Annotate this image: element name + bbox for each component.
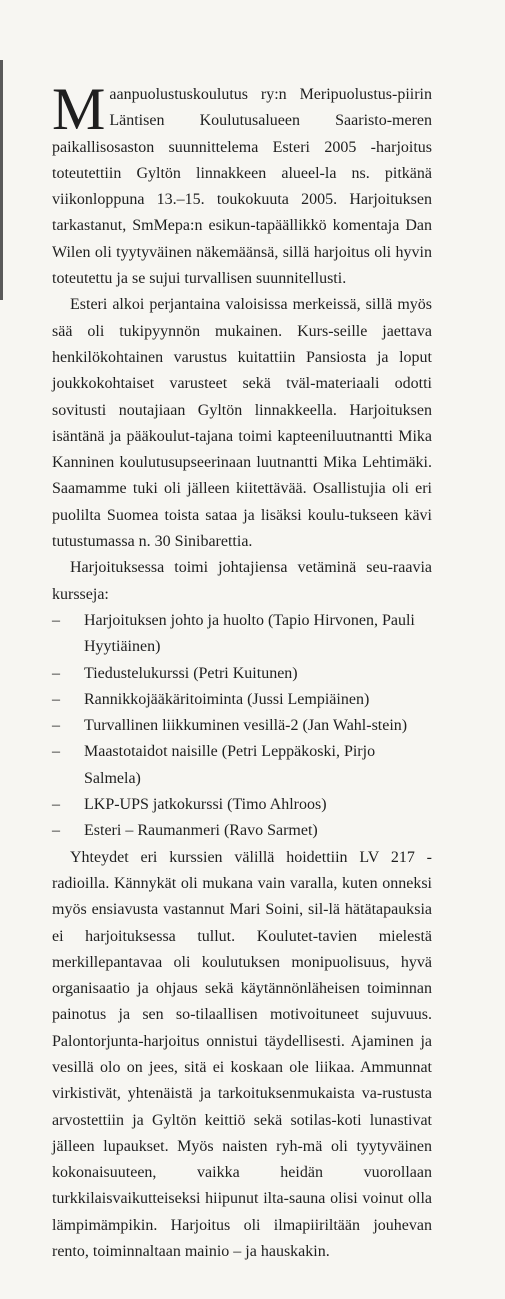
course-text: LKP-UPS jatkokurssi (Timo Ahlroos) — [84, 796, 327, 814]
dash-bullet: – — [52, 717, 60, 735]
course-text: Turvallinen liikkuminen vesillä-2 (Jan Wahl-stein) — [84, 717, 408, 735]
dash-bullet: – — [52, 664, 60, 682]
article-column — [52, 76, 432, 1265]
course-text: Maastotaidot naisille (Petri Leppäkoski, Pirjo Salmela) — [84, 743, 376, 787]
list-item — [52, 608, 432, 661]
course-text: Esteri – Raumanmeri (Ravo Sarmet) — [84, 822, 318, 840]
list-item — [52, 739, 432, 792]
paragraph-intro — [52, 76, 432, 292]
list-item — [52, 687, 432, 713]
dash-bullet: – — [52, 796, 60, 814]
dash-bullet: – — [52, 743, 60, 761]
paragraph-start: Esteri alkoi perjantaina valoisissa merkeissä, sillä myös sää oli tukipyynnön mukainen. Kurs-seille jaettava henkilökohtainen varustus kuitattiin Pansiosta ja loput joukkokohtaiset varusteet sekä tväl-materiaali odotti sovitusti noutajiaan Gyltön linnakkeella. Harjoituksen isäntänä ja pääkoulut-tajana toimi kapteeniluutnantti Mika Kanninen koulutusupseerinaan luutnantti Mika Lehtimäki. Saamamme tuki oli jälleen kiitettävää. Osallistujia oli eri puolilta Suomea toista sataa ja lisäksi koulu-tukseen kävi tutustumassa n. 30 Sinibarettia. — [52, 296, 432, 551]
paragraph-summary: Yhteydet eri kurssien välillä hoidettiin LV 217 -radioilla. Kännykät oli mukana vain varalla, kuten onneksi myös ensiavusta vastannut Mari Soini, sil-lä hätätapauksia ei harjoituksessa tullut. Koulutet-tavien mielestä merkillepantavaa oli koulutuksen monipuolisuus, hyvä organisaatio ja ohjaus sekä käytännönläheisen toiminnan painotus ja sen so-tilaallisen motivoituneet sujuvuus. Palontorjunta-harjoitus onnistui täydellisesti. Ajaminen ja vesillä olo on jees, sitä ei koskaan ole liikaa. Ammunnat virkistivät, yhtenäistä ja tarkoituksenmukaista va-rustusta arvostettiin ja Gyltön keittiö sekä sotilas-koti lunastivat jälleen lupaukset. Myös naisten ryh-mä oli tyytyväinen kokonaisuuteen, vaikka heidän vuorollaan turkkilaisvaikutteiseksi hiipunut ilta-sauna olisi voinut olla lämpimämpikin. Harjoitus oli ilmapiiriltään jouhevan rento, toiminnaltaan mainio – ja hauskakin. — [52, 848, 432, 1261]
paragraph-courses-intro: Harjoituksessa toimi johtajiensa vetäminä seu-raavia kursseja: — [52, 559, 432, 603]
list-item — [52, 661, 432, 687]
dash-bullet: – — [52, 822, 60, 840]
list-item — [52, 818, 432, 844]
course-text: Harjoituksen johto ja huolto (Tapio Hirvonen, Pauli Hyytiäinen) — [84, 611, 415, 656]
drop-cap: M — [52, 76, 106, 142]
list-item — [52, 713, 432, 739]
course-text: Tiedustelukurssi (Petri Kuitunen) — [84, 664, 298, 682]
dash-bullet: – — [52, 611, 60, 629]
course-list — [52, 608, 432, 845]
course-text: Rannikkojääkäritoiminta (Jussi Lempiäinen) — [84, 690, 370, 708]
page-edge-shadow — [0, 60, 3, 300]
paragraph-intro-text: aanpuolustuskoulutus ry:n Meripuolustus-piirin Läntisen Koulutusalueen Saaristo-meren paikallisosaston suunnittelema Esteri 2005 -harjoitus toteutettiin Gyltön linnakkeen alueel-la ns. pitkänä viikonloppuna 13.–15. toukokuuta 2005. Harjoituksen tarkastanut, SmMepa:n esikun-tapäällikkö komentaja Dan Wilen oli tyytyväinen näkemäänsä, sillä harjoitus oli hyvin toteutettu ja se sujui turvallisen suunnitellusti. — [52, 86, 432, 288]
dash-bullet: – — [52, 690, 60, 708]
list-item — [52, 792, 432, 818]
